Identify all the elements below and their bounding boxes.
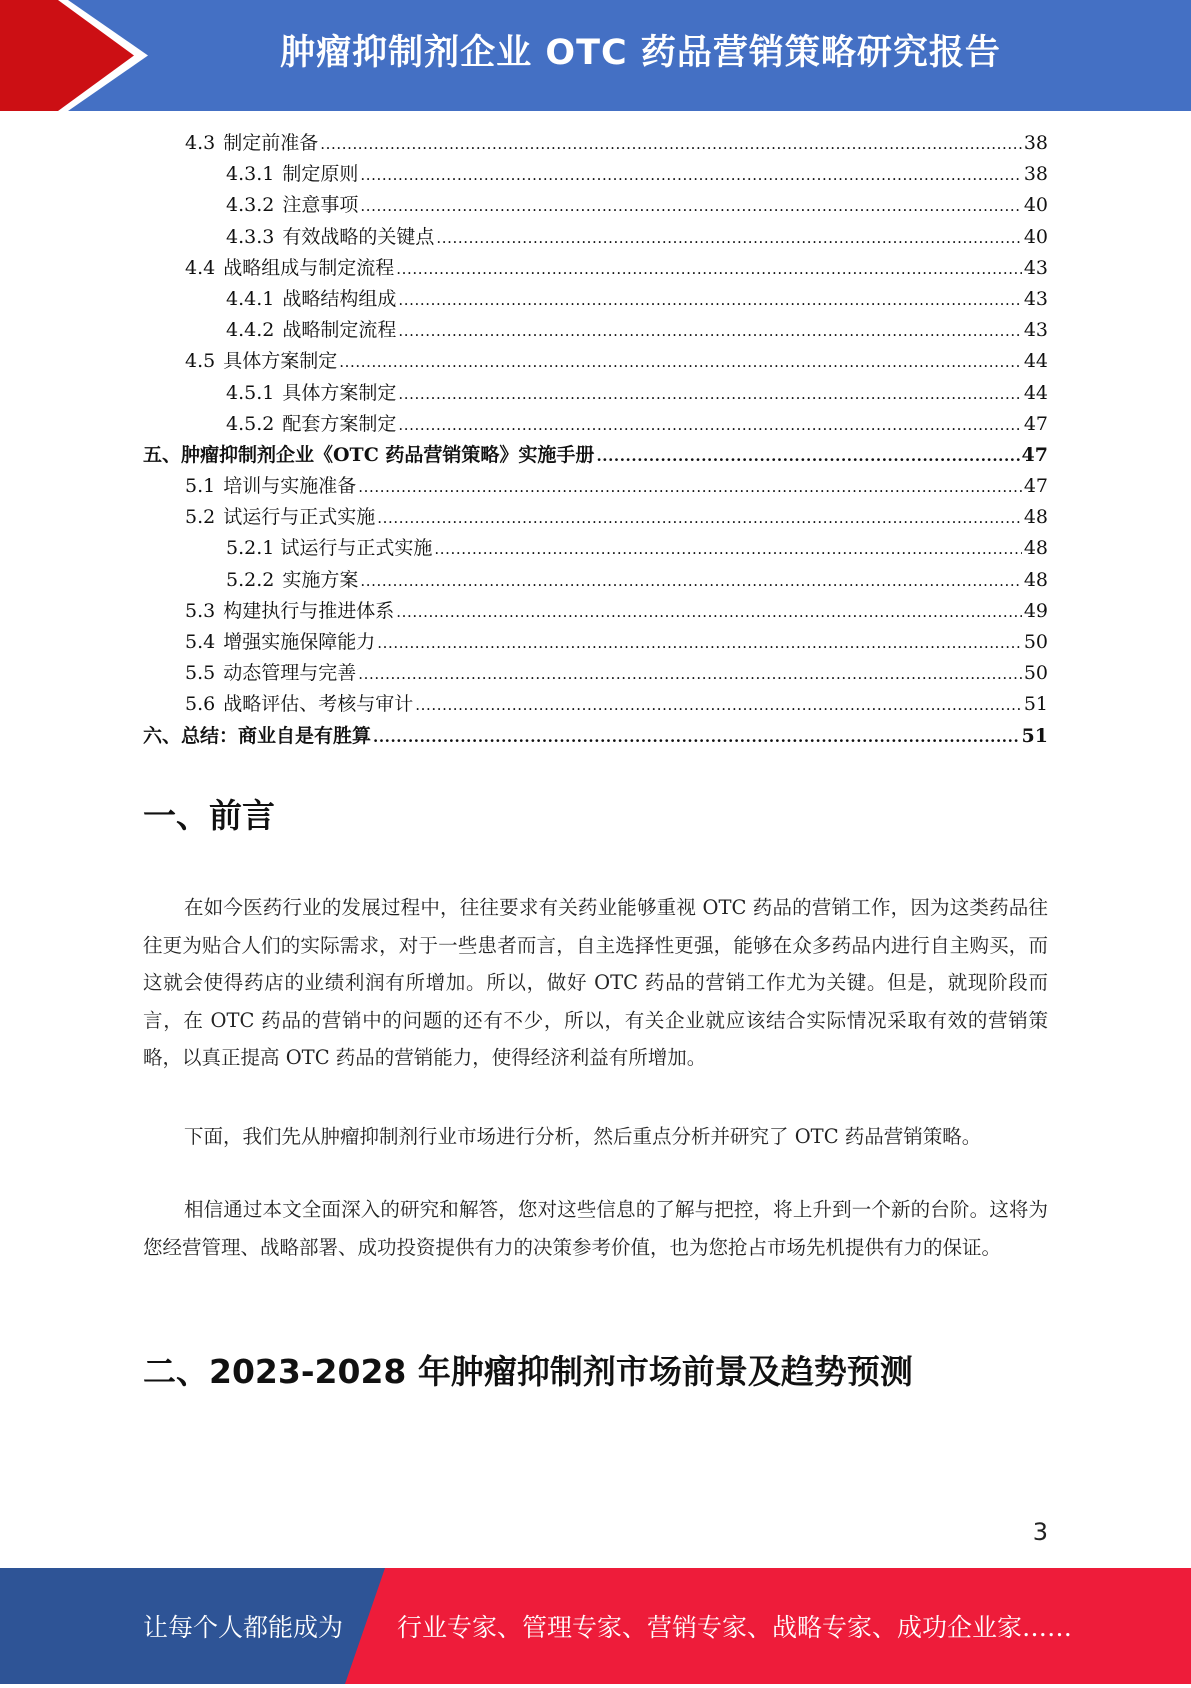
toc-entry-page: 38 xyxy=(1023,163,1048,186)
toc-entry[interactable] xyxy=(143,658,1048,689)
toc-dot-leader xyxy=(436,223,1021,254)
toc-entry[interactable] xyxy=(143,440,1048,471)
toc-entry-number: 4.4.1 xyxy=(226,287,275,310)
toc-entry-title: 战略制定流程 xyxy=(282,319,397,342)
toc-entry-title: 战略组成与制定流程 xyxy=(223,256,395,279)
toc-entry-title: 动态管理与完善 xyxy=(223,662,357,685)
toc-dot-leader xyxy=(398,316,1021,347)
toc-entry-number: 5.3 xyxy=(185,599,216,622)
toc-entry-title: 增强实施保障能力 xyxy=(223,631,376,653)
paragraph: 在如今医药行业的发展过程中，往往要求有关药业能够重视 OTC 药品的营销工作，因为这类药品往往更为贴合人们的实际需求，对于一些患者而言，自主选择性更强，能够在众多药品内进行自主购买，而这就会使得药店的业绩利润有所增加。所以，做好 OTC 药品的营销工作尤为关键。但是，就现阶段而言，在 OTC 药品的营销中的问题的还有不少，所以，有关企业就应该结合实际情况采取有效的营销策略，以真正提高 OTC 药品的营销能力，使得经济利益有所增加。 xyxy=(143,896,1048,1069)
toc-dot-leader xyxy=(396,254,1022,285)
toc-entry[interactable] xyxy=(143,222,1048,253)
toc-entry-title: 五、肿瘤抑制剂企业《OTC 药品营销策略》实施手册 xyxy=(143,443,595,466)
toc-entry-title: 六、总结：商业自是有胜算 xyxy=(143,724,372,747)
toc-entry-page: 43 xyxy=(1023,287,1048,310)
toc-entry-page: 44 xyxy=(1023,381,1048,404)
toc-dot-leader xyxy=(360,191,1021,222)
toc-entry-page: 51 xyxy=(1021,724,1048,747)
toc-entry-title: 注意事项 xyxy=(282,194,359,217)
toc-entry-page: 51 xyxy=(1023,693,1048,716)
section-heading-preface: 一、前言 xyxy=(143,796,275,835)
chevron-arrow-icon xyxy=(0,0,160,111)
toc-entry[interactable] xyxy=(143,689,1048,720)
toc-entry-title: 实施方案 xyxy=(282,568,359,591)
toc-entry-number: 4.5.2 xyxy=(226,412,275,435)
toc-dot-leader xyxy=(398,379,1021,410)
toc-dot-leader xyxy=(377,628,1022,659)
toc-entry-title: 具体方案制定 xyxy=(223,350,338,373)
toc-entry[interactable] xyxy=(143,190,1048,221)
toc-entry-number: 4.5.1 xyxy=(226,381,275,404)
toc-entry[interactable] xyxy=(143,128,1048,159)
toc-entry-page: 50 xyxy=(1023,631,1048,653)
toc-entry[interactable] xyxy=(143,627,1048,658)
toc-dot-leader xyxy=(320,129,1022,160)
toc-entry-title: 构建执行与推进体系 xyxy=(223,599,395,622)
toc-entry-number: 5.1 xyxy=(185,475,216,498)
toc-entry-page: 40 xyxy=(1023,225,1048,248)
toc-dot-leader xyxy=(398,410,1021,441)
toc-entry-number: 4.5 xyxy=(185,350,216,373)
toc-dot-leader xyxy=(373,722,1020,753)
toc-dot-leader xyxy=(396,597,1022,628)
toc-entry-title: 制定前准备 xyxy=(223,132,319,154)
table-of-contents xyxy=(143,128,1048,752)
toc-dot-leader xyxy=(434,534,1021,565)
footer-slogan-left: 让每个人都能成为 xyxy=(143,1613,344,1642)
toc-entry[interactable] xyxy=(143,721,1048,752)
toc-entry-title: 试运行与正式实施 xyxy=(223,506,376,529)
toc-entry-title: 制定原则 xyxy=(282,163,359,186)
toc-dot-leader xyxy=(358,659,1022,690)
toc-entry-page: 47 xyxy=(1023,475,1048,498)
toc-entry-page: 43 xyxy=(1023,319,1048,342)
footer-banner xyxy=(0,1568,1191,1684)
toc-entry[interactable] xyxy=(143,596,1048,627)
toc-entry-title: 战略评估、考核与审计 xyxy=(223,693,414,716)
toc-dot-leader xyxy=(398,285,1021,316)
toc-dot-leader xyxy=(360,160,1021,191)
toc-entry-title: 配套方案制定 xyxy=(282,412,397,435)
toc-entry[interactable] xyxy=(143,533,1048,564)
toc-entry[interactable] xyxy=(143,159,1048,190)
toc-dot-leader xyxy=(596,441,1019,472)
toc-entry-number: 4.3 xyxy=(185,132,216,154)
toc-entry-title: 具体方案制定 xyxy=(282,381,397,404)
toc-entry-number: 5.4 xyxy=(185,631,216,653)
toc-entry[interactable] xyxy=(143,284,1048,315)
toc-entry-page: 50 xyxy=(1023,662,1048,685)
toc-entry-page: 40 xyxy=(1023,194,1048,217)
toc-entry-page: 48 xyxy=(1023,537,1048,560)
toc-entry-number: 5.6 xyxy=(185,693,216,716)
toc-entry[interactable] xyxy=(143,315,1048,346)
toc-entry-page: 43 xyxy=(1023,256,1048,279)
paragraph: 下面，我们先从肿瘤抑制剂行业市场进行分析，然后重点分析并研究了 OTC 药品营销策略。 xyxy=(184,1125,982,1148)
toc-entry-number: 5.5 xyxy=(185,662,216,685)
section-heading-forecast: 二、2023-2028 年肿瘤抑制剂市场前景及趋势预测 xyxy=(143,1352,913,1391)
toc-dot-leader xyxy=(377,503,1022,534)
paragraph: 相信通过本文全面深入的研究和解答，您对这些信息的了解与把控，将上升到一个新的台阶。这将为您经营管理、战略部署、成功投资提供有力的决策参考价值，也为您抢占市场先机提供有力的保证。 xyxy=(143,1198,1048,1259)
toc-entry-page: 48 xyxy=(1023,506,1048,529)
toc-entry-title: 战略结构组成 xyxy=(282,287,397,310)
toc-entry-number: 4.3.1 xyxy=(226,163,275,186)
toc-dot-leader xyxy=(415,690,1022,721)
header-banner xyxy=(0,0,1191,111)
toc-entry[interactable] xyxy=(143,471,1048,502)
toc-dot-leader xyxy=(360,566,1021,597)
footer-slogan-right: 行业专家、管理专家、营销专家、战略专家、成功企业家…… xyxy=(397,1613,1073,1642)
toc-entry-number: 4.4 xyxy=(185,256,216,279)
toc-entry[interactable] xyxy=(143,253,1048,284)
toc-entry-page: 47 xyxy=(1023,412,1048,435)
toc-entry-page: 44 xyxy=(1023,350,1048,373)
toc-entry-page: 49 xyxy=(1023,599,1048,622)
page-number: 3 xyxy=(1032,1518,1048,1546)
toc-entry-page: 48 xyxy=(1023,568,1048,591)
toc-entry-title: 有效战略的关键点 xyxy=(282,225,435,248)
toc-entry[interactable] xyxy=(143,346,1048,377)
toc-entry-title: 5.2.1 试运行与正式实施 xyxy=(226,537,433,560)
toc-entry-page: 47 xyxy=(1021,443,1048,466)
toc-entry[interactable] xyxy=(143,565,1048,596)
toc-entry-number: 4.4.2 xyxy=(226,319,275,342)
toc-entry-page: 38 xyxy=(1023,132,1048,154)
toc-entry[interactable] xyxy=(143,409,1048,440)
toc-entry-number: 5.2.2 xyxy=(226,568,275,591)
toc-entry-number: 5.2 xyxy=(185,506,216,529)
toc-entry[interactable] xyxy=(143,378,1048,409)
toc-dot-leader xyxy=(339,347,1022,378)
toc-entry-title: 培训与实施准备 xyxy=(223,475,357,498)
report-title: 肿瘤抑制剂企业 OTC 药品营销策略研究报告 xyxy=(280,33,1001,73)
toc-entry-number: 4.3.3 xyxy=(226,225,275,248)
toc-entry[interactable] xyxy=(143,502,1048,533)
toc-entry-number: 4.3.2 xyxy=(226,194,275,217)
toc-dot-leader xyxy=(358,472,1022,503)
